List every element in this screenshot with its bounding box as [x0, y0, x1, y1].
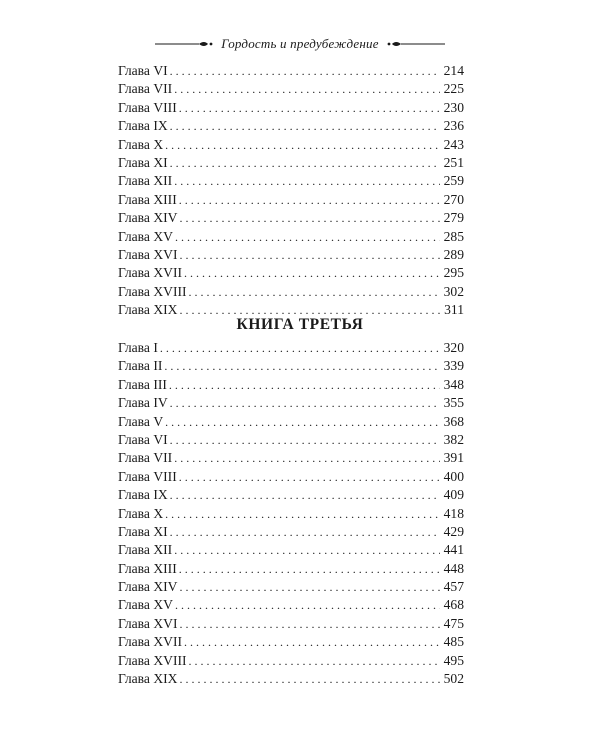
toc-entry-label: Глава IX: [118, 487, 168, 503]
toc-entry-page-number: 279: [443, 210, 464, 226]
dot-leader: [175, 228, 440, 246]
toc-entry-label: Глава XV: [118, 597, 173, 613]
toc-entry[interactable]: [118, 394, 464, 412]
dot-leader: [169, 376, 440, 394]
toc-entry-label: Глава VIII: [118, 468, 177, 484]
toc-entry-label: Глава XIV: [118, 579, 178, 595]
dot-leader: [175, 596, 440, 614]
toc-entry-label: Глава VI: [118, 63, 168, 78]
dot-leader: [165, 505, 440, 523]
toc-entry-page-number: 502: [443, 671, 464, 687]
toc-entry-label: Глава XIV: [118, 210, 178, 226]
toc-entry[interactable]: [118, 117, 464, 135]
toc-entry[interactable]: [118, 228, 464, 246]
toc-entry-page-number: 311: [444, 302, 464, 318]
toc-entry[interactable]: [118, 560, 464, 578]
toc-entry-label: Глава XVIII: [118, 283, 187, 299]
toc-entry-page-number: 468: [443, 597, 464, 613]
toc-entry[interactable]: [118, 99, 464, 117]
toc-entry-page-number: 320: [443, 340, 464, 355]
toc-entry-page-number: 400: [443, 468, 464, 484]
toc-entry-page-number: 355: [443, 395, 464, 411]
toc-entry[interactable]: [118, 62, 464, 80]
toc-entry-page-number: 225: [443, 81, 464, 97]
running-title: Гордость и предубеждение: [221, 36, 379, 51]
toc-entry-label: Глава XI: [118, 154, 168, 170]
toc-entry-label: Глава VII: [118, 81, 173, 97]
dot-leader: [179, 99, 440, 117]
toc-entry-page-number: 289: [443, 246, 464, 262]
toc-entry-label: Глава XVIII: [118, 652, 187, 668]
toc-entry-page-number: 302: [443, 283, 464, 299]
toc-entry-page-number: 236: [443, 118, 464, 134]
dot-leader: [180, 209, 441, 227]
toc-entry-page-number: 391: [443, 450, 464, 466]
toc-list-part-two: [118, 62, 464, 319]
toc-entry-page-number: 409: [443, 487, 464, 503]
toc-entry-page-number: 368: [443, 413, 464, 429]
toc-entry[interactable]: [118, 523, 464, 541]
dot-leader: [174, 541, 440, 559]
toc-entry-label: Глава XIX: [118, 671, 178, 687]
toc-list-part-three: [118, 339, 464, 688]
toc-entry[interactable]: [118, 154, 464, 172]
dot-leader: [184, 633, 440, 651]
toc-entry-label: Глава XIII: [118, 191, 177, 207]
toc-entry[interactable]: [118, 596, 464, 614]
toc-entry-page-number: 243: [443, 136, 464, 152]
dot-leader: [174, 80, 440, 98]
dot-leader: [170, 62, 440, 80]
dot-leader: [164, 357, 440, 375]
toc-entry-label: Глава XVI: [118, 246, 178, 262]
toc-entry[interactable]: [118, 486, 464, 504]
dot-leader: [180, 615, 441, 633]
toc-entry-label: Глава XVII: [118, 634, 183, 650]
toc-entry[interactable]: [118, 652, 464, 670]
toc-entry[interactable]: [118, 283, 464, 301]
dot-leader: [174, 172, 440, 190]
toc-entry-page-number: 348: [443, 376, 464, 392]
toc-entry-label: Глава XVII: [118, 265, 183, 281]
toc-entry-label: Глава X: [118, 136, 164, 152]
toc-entry[interactable]: [118, 191, 464, 209]
toc-entry-page-number: 251: [443, 154, 464, 170]
toc-entry-page-number: 448: [443, 560, 464, 576]
toc-entry[interactable]: [118, 541, 464, 559]
dot-leader: [170, 117, 440, 135]
toc-entry-page-number: 230: [443, 99, 464, 115]
toc-entry-page-number: 259: [443, 173, 464, 189]
toc-entry[interactable]: [118, 172, 464, 190]
toc-entry[interactable]: [118, 80, 464, 98]
toc-entry[interactable]: [118, 615, 464, 633]
toc-entry-page-number: 270: [443, 191, 464, 207]
toc-entry-label: Глава XII: [118, 173, 173, 189]
toc-entry[interactable]: [118, 468, 464, 486]
toc-entry-label: Глава X: [118, 505, 164, 521]
toc-entry[interactable]: [118, 209, 464, 227]
toc-entry-label: Глава VIII: [118, 99, 177, 115]
dot-leader: [170, 486, 440, 504]
dot-leader: [165, 136, 440, 154]
dot-leader: [165, 413, 440, 431]
toc-entry[interactable]: [118, 264, 464, 282]
dot-leader: [180, 670, 441, 688]
toc-entry[interactable]: [118, 431, 464, 449]
dot-leader: [184, 264, 440, 282]
toc-entry[interactable]: [118, 505, 464, 523]
toc-entry-page-number: 295: [443, 265, 464, 281]
toc-entry-label: Глава VI: [118, 431, 168, 447]
dot-leader: [160, 339, 440, 357]
toc-entry-page-number: 485: [443, 634, 464, 650]
toc-entry-label: Глава XI: [118, 523, 168, 539]
toc-entry-label: Глава XVI: [118, 615, 178, 631]
toc-entry-label: Глава I: [118, 340, 158, 355]
dot-leader: [170, 523, 440, 541]
dot-leader: [179, 191, 440, 209]
toc-entry-page-number: 382: [443, 431, 464, 447]
toc-entry-page-number: 339: [443, 358, 464, 374]
toc-entry-page-number: 495: [443, 652, 464, 668]
toc-entry[interactable]: [118, 339, 464, 357]
toc-entry[interactable]: [118, 357, 464, 375]
dot-leader: [189, 652, 440, 670]
running-head: [0, 36, 600, 52]
toc-entry-label: Глава XIII: [118, 560, 177, 576]
section-heading: КНИГА ТРЕТЬЯ: [236, 316, 364, 333]
dot-leader: [180, 246, 441, 264]
dot-leader: [189, 283, 440, 301]
toc-entry-page-number: 475: [443, 615, 464, 631]
toc-entry-page-number: 285: [443, 228, 464, 244]
toc-entry[interactable]: [118, 376, 464, 394]
toc-entry-page-number: 214: [443, 63, 464, 78]
toc-entry-label: Глава XV: [118, 228, 173, 244]
dot-leader: [170, 431, 440, 449]
toc-entry-label: Глава VII: [118, 450, 173, 466]
toc-entry-label: Глава XII: [118, 542, 173, 558]
toc-entry[interactable]: [118, 670, 464, 688]
toc-entry[interactable]: [118, 136, 464, 154]
dot-leader: [174, 449, 440, 467]
dot-leader: [170, 394, 440, 412]
toc-entry-page-number: 441: [443, 542, 464, 558]
toc-entry[interactable]: [118, 413, 464, 431]
toc-entry[interactable]: [118, 449, 464, 467]
toc-entry-label: Глава IX: [118, 118, 168, 134]
toc-entry[interactable]: [118, 246, 464, 264]
toc-entry-page-number: 429: [443, 523, 464, 539]
toc-entry-label: Глава V: [118, 413, 164, 429]
dot-leader: [180, 578, 441, 596]
toc-entry-page-number: 457: [443, 579, 464, 595]
toc-entry[interactable]: [118, 633, 464, 651]
scroll-ornament-icon: [387, 39, 445, 49]
toc-entry[interactable]: [118, 578, 464, 596]
dot-leader: [179, 560, 440, 578]
toc-entry-label: Глава IV: [118, 395, 168, 411]
dot-leader: [179, 468, 440, 486]
toc-entry-label: Глава II: [118, 358, 163, 374]
toc-entry-page-number: 418: [443, 505, 464, 521]
dot-leader: [170, 154, 440, 172]
toc-entry-label: Глава III: [118, 376, 167, 392]
scroll-ornament-icon: [155, 39, 213, 49]
toc-entry-label: Глава XIX: [118, 302, 178, 318]
